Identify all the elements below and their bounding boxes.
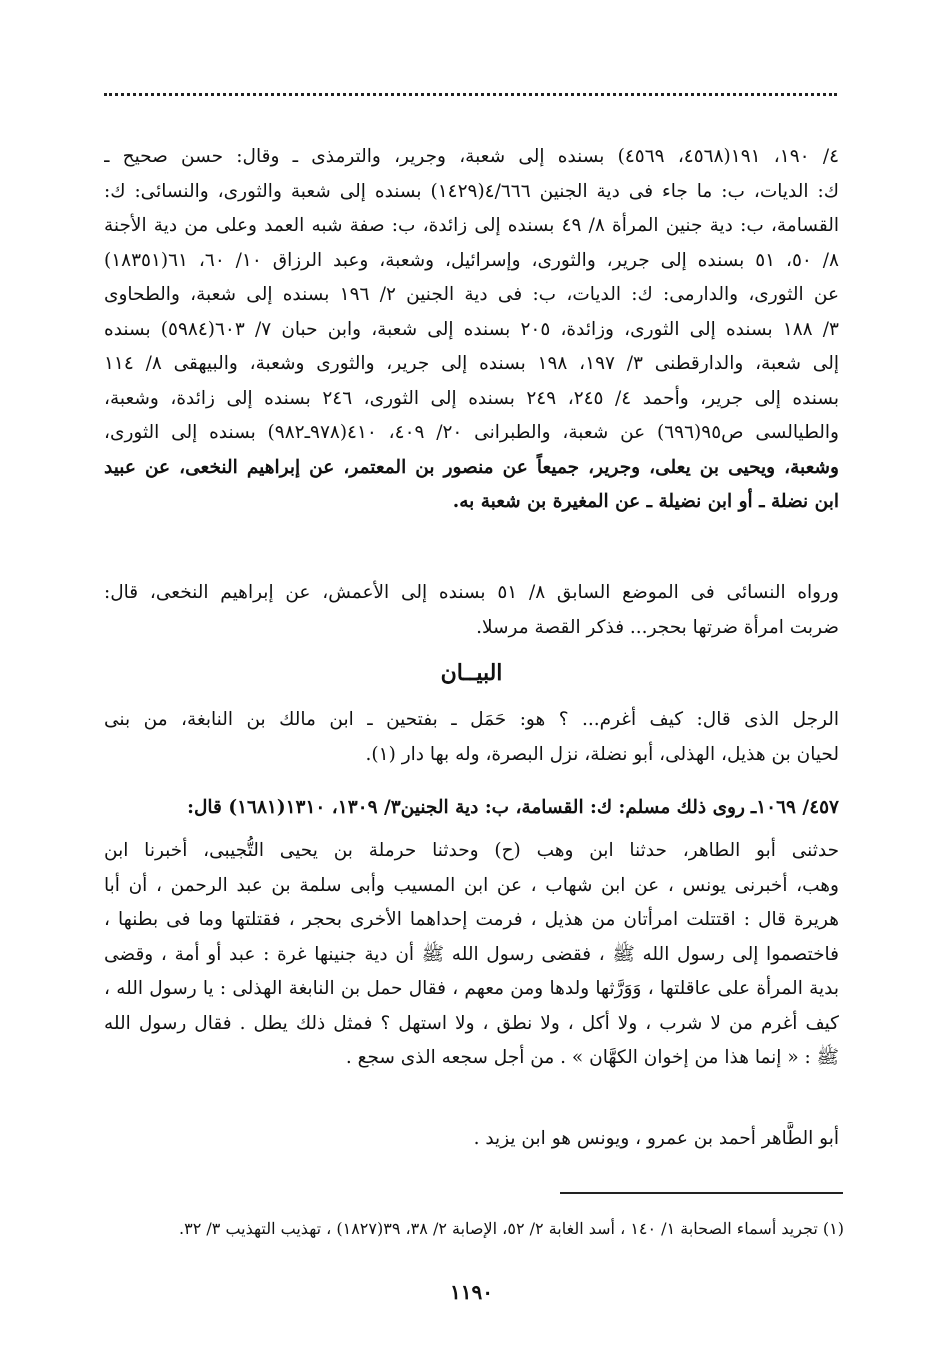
takhrij-line: ٤/ ١٩٠، ١٩١(٤٥٦٨، ٤٥٦٩) بسنده إلى شعبة، وجرير، والترمذى ـ وقال: حسن صحيح ـ — [104, 146, 839, 167]
takhrij-line: بسنده إلى جرير، وأحمد ٤/ ٢٤٥، ٢٤٩ بسنده إلى الثورى، ٢٤٦ بسنده إلى زائدة، وشعبة، — [104, 387, 839, 409]
takhrij-line: عن الثورى، والدارمى: ك: الديات، ب: فى دية الجنين ٢/ ١٩٦ بسنده إلى شعبة، والطحاوى — [104, 284, 839, 305]
hadith-note-line: أبو الطَّاهر أحمد بن عمرو ، ويونس هو ابن يزيد . — [473, 1128, 839, 1149]
hadith-line: بدية المرأة على عاقلتها ، وَوَرَّثها ولدها ومن معهم ، فقال حمل بن النابغة الهذلى : يا رسول الله ، — [104, 978, 839, 999]
takhrij-line: والطيالسى ص٩٥(٦٩٦) عن شعبة، والطبرانى ٢٠/ ٤٠٩، ٤١٠(٩٧٨ـ٩٨٢) بسنده إلى الثورى، — [104, 422, 839, 443]
hadith-line: وهب، أخبرنى يونس ، عن ابن شهاب ، عن ابن المسيب وأبى سلمة بن عبد الرحمن ، أن أبا — [104, 874, 839, 896]
top-dotted-separator — [104, 93, 837, 96]
hadith-line: هريرة قال : اقتتلت امرأتان من هذيل ، فرمت إحداهما الأخرى بحجر ، فقتلتها وما فى بطنها ، — [104, 909, 839, 930]
takhrij-line: إلى شعبة، والدارقطنى ٣/ ١٩٧، ١٩٨ بسنده إلى جرير، والثورى وشعبة، والبيهقى ٨/ ١١٤ — [104, 353, 839, 374]
nasai-line: ورواه النسائى فى الموضع السابق ٨/ ٥١ بسنده إلى الأعمش، عن إبراهيم النخعى، قال: — [104, 582, 839, 603]
bayan-line: لحيان بن هذيل، الهذلى، أبو نضلة، نزل البصرة، وله بها دار (١). — [365, 743, 839, 765]
takhrij-line: القسامة، ب: دية جنين المرأة ٨/ ٤٩ بسنده إلى زائدة، ب: صفة شبه العمد وعلى من دية الأجنة — [104, 215, 839, 236]
hadith-number: ٤٥٧/ ١٠٦٩ـ — [750, 797, 839, 818]
hadith-note — [104, 1122, 839, 1157]
takhrij-line: وشعبة، ويحيى بن يعلى، وجرير، جميعاً عن منصور بن المعتمر، عن إبراهيم النخعى، عن عبيد — [104, 456, 839, 478]
takhrij-line: ٨/ ٥٠، ٥١ بسنده إلى جرير، والثورى، وإسرائيل، وشعبة، وعبد الرزاق ١٠/ ٦٠، ٦١(١٨٣٥١) — [104, 249, 839, 271]
nasai-paragraph — [104, 576, 839, 645]
takhrij-line: ابن نضلة ـ أو ابن نضيلة ـ عن المغيرة بن شعبة به. — [452, 491, 839, 512]
hadith-line: فاختصموا إلى رسول الله ﷺ ، فقضى رسول الله ﷺ أن دية جنينها غرة : عبد أو أمة ، وقضى — [104, 943, 839, 965]
page-number: ١١٩٠ — [450, 1280, 493, 1304]
section-heading: البيــان — [440, 660, 503, 686]
hadith-line: حدثنى أبو الطاهر، حدثنا ابن وهب (ح) وحدثنا حرملة بن يحيى التُّجيبى، أخبرنا ابن — [104, 840, 839, 861]
takhrij-line: ك: الديات، ب: ما جاء فى دية الجنين ٤/٦٦٦(١٤٢٩) بسنده إلى شعبة والثورى، والنسائى: ك: — [104, 180, 839, 202]
hadith-header-line — [104, 791, 839, 826]
takhrij-paragraph — [104, 140, 839, 520]
hadith-intro: روى ذلك مسلم: ك: القسامة، ب: دية الجنين٣/ ١٣٠٩، ١٣١٠(١٦٨١) قال: — [187, 797, 745, 818]
bayan-line: الرجل الذى قال: كيف أغرم... ؟ هو: حَمَل ـ بفتحين ـ ابن مالك بن النابغة، من بنى — [104, 709, 839, 730]
hadith-line: ﷺ : « إنما هذا من إخوان الكهَّان » . من أجل سجعه الذى سجع . — [345, 1047, 839, 1068]
hadith-text — [104, 834, 839, 1076]
bayan-paragraph — [104, 703, 839, 772]
footnote: (١) تجريد أسماء الصحابة ١/ ١٤٠ ، أسد الغابة ٢/ ٥٢، الإصابة ٢/ ٣٨، ٣٩(١٨٢٧) ، تهذيب التهذيب ٣/ ٣٢. — [179, 1219, 844, 1238]
takhrij-line: ٣/ ١٨٨ بسنده إلى الثورى، وزائدة، ٢٠٥ بسنده إلى شعبة، وابن حبان ٧/ ٦٠٣(٥٩٨٤) بسنده — [104, 318, 839, 340]
nasai-line: ضربت امرأة ضرتها بحجر... فذكر القصة مرسلا. — [476, 616, 839, 638]
footnote-separator — [560, 1192, 843, 1194]
hadith-header — [104, 791, 839, 826]
hadith-line: كيف أغرم من لا شرب ، ولا أكل ، ولا نطق ، ولا استهل ؟ فمثل ذلك يطل . فقال رسول الله — [104, 1012, 839, 1034]
